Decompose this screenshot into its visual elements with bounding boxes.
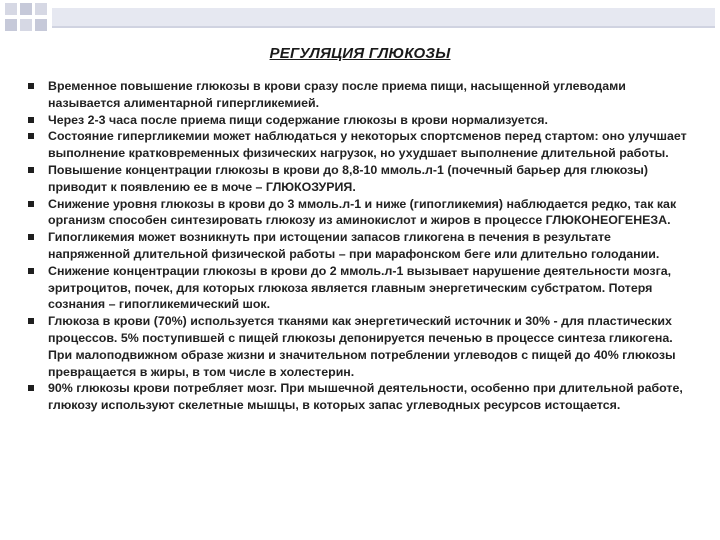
- deco-square: [5, 19, 17, 31]
- list-item: [28, 313, 696, 380]
- list-item-text: Глюкоза в крови (70%) используется тканями как энергетический источник и 30% - для пластических процессов. 5% поступившей с пищей глюкозы депонируется печенью в процессе синтеза гликогена. При малоподвижном образе жизни и значительном потреблении углеводов с пищей до 40% глюкозы превращается в жиры, в том числе в холестерин.: [48, 314, 676, 379]
- list-item: [28, 196, 696, 230]
- list-item-text: Повышение концентрации глюкозы в крови до 8,8-10 ммоль.л-1 (почечный барьер для глюкозы) приводит к появлению ее в моче – ГЛЮКОЗУРИЯ.: [48, 162, 649, 194]
- deco-square: [20, 3, 32, 15]
- list-item-text: Через 2-3 часа после приема пищи содержание глюкозы в крови нормализуется.: [48, 112, 548, 127]
- header-decoration: [0, 0, 720, 40]
- square-bullet-icon: [28, 117, 34, 123]
- deco-square: [35, 19, 47, 31]
- list-item: [28, 128, 696, 162]
- list-item: [28, 229, 696, 263]
- list-item: [28, 263, 696, 313]
- list-item: [28, 380, 696, 414]
- deco-bar: [52, 8, 715, 28]
- square-bullet-icon: [28, 83, 34, 89]
- square-bullet-icon: [28, 167, 34, 173]
- list-item: [28, 162, 696, 196]
- page-title: РЕГУЛЯЦИЯ ГЛЮКОЗЫ: [269, 45, 451, 62]
- list-item-text: 90% глюкозы крови потребляет мозг. При мышечной деятельности, особенно при длительной работе, глюкозу используют скелетные мышцы, в которых запас углеводных ресурсов истощается.: [48, 381, 683, 413]
- list-item-text: Состояние гипергликемии может наблюдаться у некоторых спортсменов перед стартом: оно улучшает выполнение кратковременных физических нагрузок, но ухудшает выполнение длительной работы.: [48, 129, 687, 161]
- square-bullet-icon: [28, 201, 34, 207]
- square-bullet-icon: [28, 385, 34, 391]
- list-item-text: Гипогликемия может возникнуть при истощении запасов гликогена в печения в результате напряженной длительной физической работы – при марафонском беге или длительно голодании.: [48, 230, 660, 261]
- square-bullet-icon: [28, 234, 34, 240]
- list-item: [28, 112, 696, 129]
- list-item-text: Снижение концентрации глюкозы в крови до 2 ммоль.л-1 вызывает нарушение деятельности мозга, эритроцитов, почек, для которых глюкоза является главным энергетическим субстратом. Потеря сознания – гипогликемический шок.: [48, 263, 672, 312]
- list-item-text: Временное повышение глюкозы в крови сразу после приема пищи, насыщенной углеводами называется алиментарной гипергликемией.: [48, 79, 626, 110]
- deco-square: [20, 19, 32, 31]
- deco-square: [35, 3, 47, 15]
- list-item-text: Снижение уровня глюкозы в крови до 3 ммоль.л-1 и ниже (гипогликемия) наблюдается редко, так как организм способен синтезировать глюкозу из аминокислот и жиров в процессе ГЛЮКОНЕОГЕНЕЗА.: [48, 196, 677, 228]
- square-bullet-icon: [28, 133, 34, 139]
- square-bullet-icon: [28, 268, 34, 274]
- bullet-list: [28, 78, 696, 414]
- deco-square: [5, 3, 17, 15]
- list-item: [28, 78, 696, 112]
- square-bullet-icon: [28, 318, 34, 324]
- deco-bar-shadow: [52, 26, 715, 28]
